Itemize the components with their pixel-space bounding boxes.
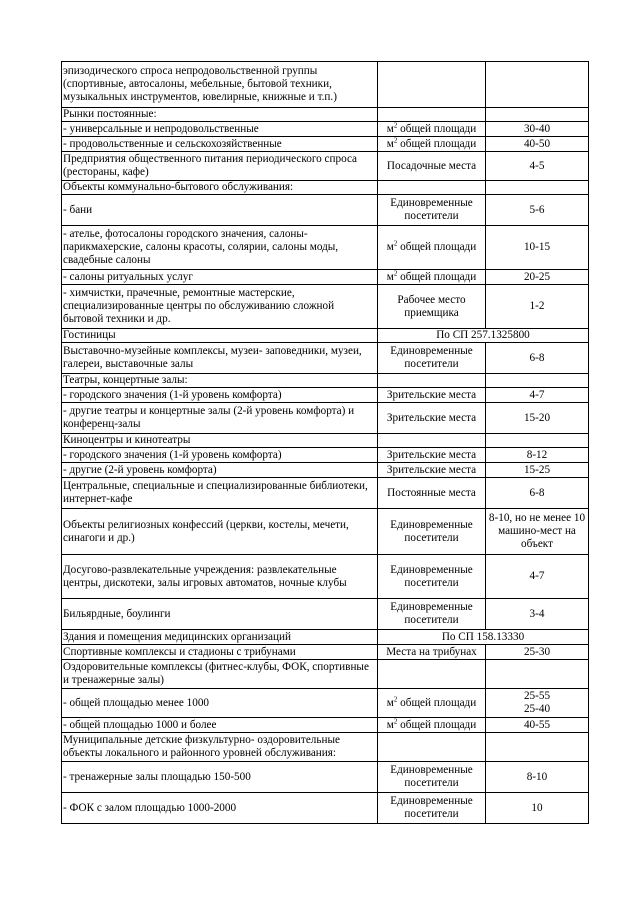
table-row [62,555,589,599]
norm-value-cell [486,108,589,122]
norm-value-cell: 10 [486,793,589,824]
norm-value-cell [486,733,589,762]
unit-label: общей площади [400,122,477,135]
unit-cell [378,137,486,152]
unit-label: общей площади [400,718,477,731]
norm-value-cell [486,434,589,448]
unit-cell [378,226,486,270]
unit-cell [378,62,486,108]
square-meter-unit: $м^2$ [386,121,398,135]
unit-cell: Единовременные посетители [378,343,486,374]
norm-value-cell [486,62,589,108]
unit-label: общей площади [400,270,477,283]
object-type-cell: Предприятия общественного питания периодического спроса (рестораны, кафе) [62,152,378,181]
object-type-cell: Театры, концертные залы: [62,374,378,388]
norm-reference-cell: По СП 158.13330 [378,630,589,645]
object-type-cell: эпизодического спроса непродовольственной группы (спортивные, автосалоны, мебельные, бытовой техники, музыкальных инструментов, ювелирные, книжные и т.п.) [62,62,378,108]
table-row [62,689,589,718]
table-row [62,285,589,329]
object-type-cell: - химчистки, прачечные, ремонтные мастерские, специализированные центры по обслуживанию сложной бытовой техники и др. [62,285,378,329]
norm-value-cell [486,374,589,388]
unit-cell [378,181,486,195]
object-type-cell: Муниципальные детские физкультурно- оздоровительные объекты локального и районного уровней обслуживания: [62,733,378,762]
norm-value-cell: 8-10 [486,762,589,793]
table-row [62,152,589,181]
table-row [62,195,589,226]
norm-value-cell: 15-20 [486,403,589,434]
square-meter-unit: $м^2$ [386,239,398,253]
norm-value-cell: 30-40 [486,122,589,137]
unit-cell [378,434,486,448]
norm-value-cell: 40-50 [486,137,589,152]
table-row [62,762,589,793]
unit-cell: Единовременные посетители [378,762,486,793]
unit-cell: Единовременные посетители [378,599,486,630]
table-row [62,509,589,555]
unit-cell [378,108,486,122]
object-type-cell: Рынки постоянные: [62,108,378,122]
unit-cell: Единовременные посетители [378,509,486,555]
object-type-cell: Объекты коммунально-бытового обслуживания: [62,181,378,195]
object-type-cell: - ФОК с залом площадью 1000-2000 [62,793,378,824]
object-type-cell: - бани [62,195,378,226]
norm-value-cell: 8-10, но не менее 10 машино-мест на объект [486,509,589,555]
table-row [62,374,589,388]
table-row [62,478,589,509]
unit-cell: Зрительские места [378,403,486,434]
table-row [62,343,589,374]
square-meter-unit: $м^2$ [386,269,398,283]
table-row [62,793,589,824]
unit-label: общей площади [400,696,477,709]
object-type-cell: - другие театры и концертные залы (2-й уровень комфорта) и конференц-залы [62,403,378,434]
unit-cell [378,270,486,285]
table-row [62,599,589,630]
norm-value-cell: 10-15 [486,226,589,270]
norm-value-cell: 8-12 [486,448,589,463]
norm-value-cell: 40-55 [486,718,589,733]
norm-value-cell: 15-25 [486,463,589,478]
unit-cell: Зрительские места [378,448,486,463]
norm-value-cell: 25-55 25-40 [486,689,589,718]
square-meter-unit: $м^2$ [386,694,398,709]
parking-norms-table [61,61,589,824]
object-type-cell: Центральные, специальные и специализированные библиотеки, интернет-кафе [62,478,378,509]
norm-value-cell: 3-4 [486,599,589,630]
unit-cell: Зрительские места [378,388,486,403]
norm-value-cell [486,181,589,195]
table-row [62,62,589,108]
table-row [62,388,589,403]
unit-label: общей площади [400,241,477,253]
table-row [62,630,589,645]
norm-value-cell: 5-6 [486,195,589,226]
table-row [62,137,589,152]
object-type-cell: - продовольственные и сельскохозяйственные [62,137,378,152]
object-type-cell: - тренажерные залы площадью 150-500 [62,762,378,793]
object-type-cell: - городского значения (1-й уровень комфорта) [62,388,378,403]
unit-cell [378,689,486,718]
object-type-cell: - универсальные и непродовольственные [62,122,378,137]
object-type-cell: Спортивные комплексы и стадионы с трибунами [62,645,378,660]
unit-cell [378,374,486,388]
table-body [62,62,589,824]
unit-cell: Посадочные места [378,152,486,181]
object-type-cell: - ателье, фотосалоны городского значения, салоны-парикмахерские, салоны красоты, солярии, салоны моды, свадебные салоны [62,226,378,270]
object-type-cell: - салоны ритуальных услуг [62,270,378,285]
table-row [62,463,589,478]
unit-cell [378,660,486,689]
unit-cell: Места на трибунах [378,645,486,660]
object-type-cell: - общей площадью менее 1000 [62,689,378,718]
square-meter-unit: $м^2$ [386,136,398,150]
object-type-cell: - городского значения (1-й уровень комфорта) [62,448,378,463]
object-type-cell: - общей площадью 1000 и более [62,718,378,733]
table-row [62,122,589,137]
object-type-cell: Выставочно-музейные комплексы, музеи- заповедники, музеи, галереи, выставочные залы [62,343,378,374]
unit-label: общей площади [400,137,477,150]
object-type-cell: Гостиницы [62,329,378,343]
norm-reference-cell: По СП 257.1325800 [378,329,589,343]
table-row [62,645,589,660]
unit-cell: Рабочее место приемщика [378,285,486,329]
norm-value-cell: 6-8 [486,478,589,509]
table-row [62,718,589,733]
norm-value-cell: 1-2 [486,285,589,329]
norm-value-cell: 4-5 [486,152,589,181]
object-type-cell: Досугово-развлекательные учреждения: развлекательные центры, дискотеки, залы игровых автоматов, ночные клубы [62,555,378,599]
table-row [62,403,589,434]
table-row [62,329,589,343]
norm-value-cell: 4-7 [486,555,589,599]
table-row [62,226,589,270]
unit-cell [378,718,486,733]
object-type-cell: Объекты религиозных конфессий (церкви, костелы, мечети, синагоги и др.) [62,509,378,555]
table-row [62,108,589,122]
norm-value-cell: 4-7 [486,388,589,403]
table-row [62,660,589,689]
unit-cell: Единовременные посетители [378,555,486,599]
table-row [62,448,589,463]
table-row [62,270,589,285]
unit-cell: Единовременные посетители [378,195,486,226]
norm-value-cell [486,660,589,689]
unit-cell: Зрительские места [378,463,486,478]
object-type-cell: Оздоровительные комплексы (фитнес-клубы, ФОК, спортивные и тренажерные залы) [62,660,378,689]
unit-cell: Единовременные посетители [378,793,486,824]
unit-cell: Постоянные места [378,478,486,509]
table-row [62,434,589,448]
table-row [62,181,589,195]
object-type-cell: - другие (2-й уровень комфорта) [62,463,378,478]
unit-cell [378,122,486,137]
square-meter-unit: $м^2$ [386,717,398,731]
norm-value-cell: 20-25 [486,270,589,285]
object-type-cell: Киноцентры и кинотеатры [62,434,378,448]
norm-value-cell: 25-30 [486,645,589,660]
norm-value-cell: 6-8 [486,343,589,374]
table-row [62,733,589,762]
object-type-cell: Бильярдные, боулинги [62,599,378,630]
object-type-cell: Здания и помещения медицинских организаций [62,630,378,645]
unit-cell [378,733,486,762]
